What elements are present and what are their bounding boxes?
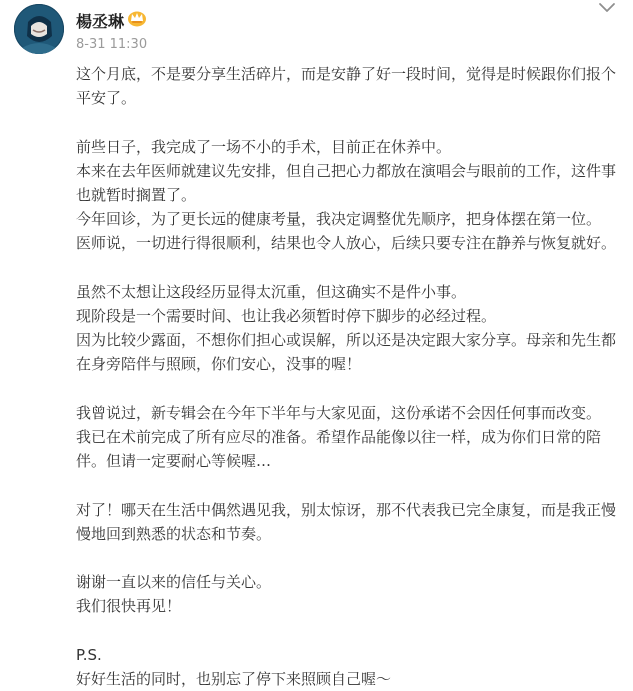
chevron-down-icon[interactable] (596, 0, 618, 16)
avatar[interactable] (14, 4, 64, 54)
post-text-line: 好好生活的同时，也别忘了停下来照顾自己喔～ (76, 669, 392, 688)
post-paragraph (76, 498, 621, 546)
post-paragraph (76, 570, 621, 618)
post-text-line: 谢谢一直以来的信任与关心。 (76, 573, 272, 592)
post-header (0, 0, 633, 62)
post-text-line: 这个月底，不是要分享生活碎片，而是安静了好一段时间，觉得是时候跟你们报个 (76, 65, 617, 83)
post-text-line: 慢地回到熟悉的状态和节奏。 (76, 524, 272, 543)
avatar-image (14, 4, 64, 54)
post-text-line: 我已在术前完成了所有应尽的准备。希望作品能像以往一样，成为你们日常的陪 (76, 428, 602, 446)
vip-crown-icon (127, 9, 147, 27)
author-name[interactable]: 楊丞琳 (76, 12, 125, 31)
post-text-line: 现阶段是一个需要时间、也让我必须暂时停下脚步的必经过程。 (76, 307, 497, 325)
post-text-line: 也就暂时搁置了。 (76, 186, 197, 204)
post-text-line: 对了！哪天在生活中偶然遇见我，别太惊讶，那不代表我已完全康复，而是我正慢 (76, 500, 617, 519)
post-text-line: 前些日子，我完成了一场不小的手术，目前正在休养中。 (76, 137, 452, 156)
post-body (76, 62, 621, 691)
post-paragraph (76, 280, 621, 377)
post-paragraph (76, 135, 621, 256)
post-text-line: 本来在去年医师就建议先安排，但自己把心力都放在演唱会与眼前的工作，这件事 (76, 161, 617, 180)
post-paragraph (76, 62, 621, 110)
post-text-line: 我曾说过，新专辑会在今年下半年与大家见面，这份承诺不会因任何事而改变。 (76, 403, 602, 422)
post-paragraph (76, 643, 621, 691)
post-text-line: 因为比较少露面，不想你们担心或误解，所以还是决定跟大家分享。母亲和先生都 (76, 331, 617, 350)
post-text-line: 平安了。 (76, 89, 137, 108)
post-text-line: P.S. (76, 645, 102, 664)
post-timestamp[interactable]: 8-31 11:30 (76, 37, 148, 52)
post-text-line: 今年回诊，为了更长远的健康考量，我决定调整优先顺序，把身体摆在第一位。 (76, 210, 602, 229)
post-text-line: 在身旁陪伴与照顾，你们安心，没事的喔！ (76, 355, 362, 374)
post-paragraph (76, 401, 621, 474)
post-text-line: 伴。但请一定要耐心等候喔… (76, 452, 272, 471)
post-text-line: 我们很快再见！ (76, 597, 182, 616)
post-text-line: 医师说，一切进行得很顺利，结果也令人放心，后续只要专注在静养与恢复就好。 (76, 234, 617, 253)
post-text-line: 虽然不太想让这段经历显得太沉重，但这确实不是件小事。 (76, 282, 467, 301)
